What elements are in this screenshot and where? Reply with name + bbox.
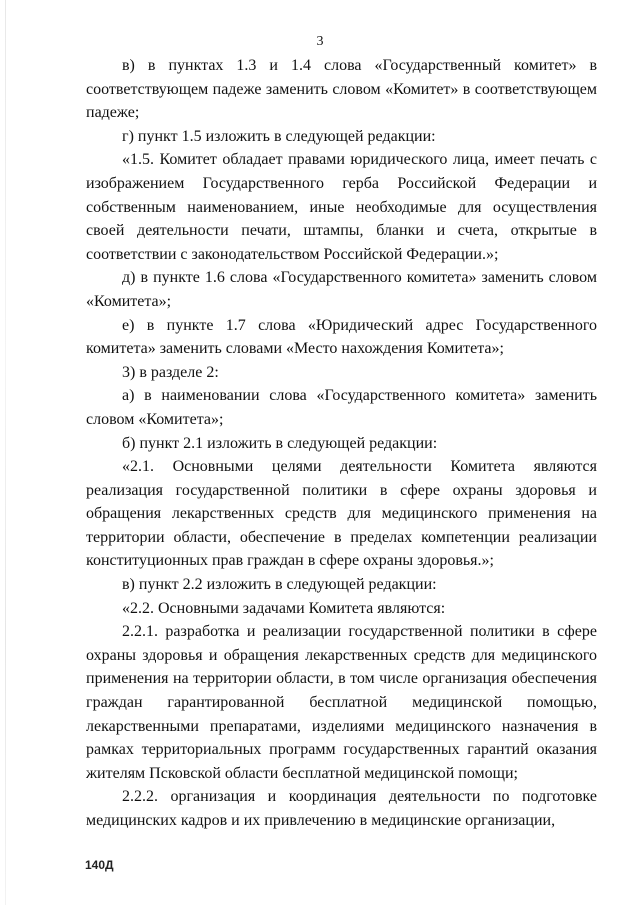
paragraph-section-3: 3) в разделе 2: (122, 363, 219, 381)
scan-edge-line (5, 0, 6, 905)
paragraph-item-e: е) в пункте 1.7 слова «Юридический адрес Государственного комитета» заменить словами «Место нахождения Комитета»; (86, 316, 597, 358)
paragraph-item-v-renaming: в) в пунктах 1.3 и 1.4 слова «Государственный комитет» в соответствующем падеже заменить словом «Комитет» в соответствующем падеже; (86, 57, 597, 122)
paragraph-item-g-header: г) пункт 1.5 изложить в следующей редакции: (122, 127, 436, 145)
paragraph-clause-1-5: «1.5. Комитет обладает правами юридического лица, имеет печать с изображением Государственного герба Российской Федерации и собственным наименованием, иные необходимые для осуществления своей деятельности печати, штампы, бланки и счета, открытые в соответствии с законодательством Российской Федерации.»; (86, 151, 597, 263)
paragraph-clause-2-2-2: 2.2.2. организация и координация деятельности по подготовке медицинских кадров и их привлечению в медицинские организации, (86, 788, 597, 829)
document-body (86, 54, 597, 833)
paragraph-clause-2-2: «2.2. Основными задачами Комитета являются: (122, 599, 446, 617)
paragraph-item-d: д) в пункте 1.6 слова «Государственного комитета» заменить словом «Комитета»; (86, 269, 597, 310)
paragraph-item-a: а) в наименовании слова «Государственного комитета» заменить словом «Комитета»; (86, 387, 597, 428)
document-code: 140Д (85, 858, 114, 872)
paragraph-item-v2-header: в) пункт 2.2 изложить в следующей редакции: (122, 576, 437, 594)
paragraph-clause-2-1: «2.1. Основными целями деятельности Комитета являются реализация государственной политики в сфере охраны здоровья и обращения лекарственных средств для медицинского применения на территории области, обеспечение в пределах компетенции реализации конституционных прав граждан в сфере охраны здоровья.»; (86, 458, 597, 570)
page-number: 3 (316, 34, 324, 49)
paragraph-item-b-header: б) пункт 2.1 изложить в следующей редакции: (122, 434, 438, 452)
paragraph-clause-2-2-1: 2.2.1. разработка и реализации государственной политики в сфере охраны здоровья и обращения лекарственных средств для медицинского применения на территории области, в том числе организация обеспечения граждан гарантированной бесплатной медицинской помощью, лекарственными препаратами, изделиями медицинского назначения в рамках территориальных программ государственных гарантий оказания жителям Псковской области бесплатной медицинской помощи; (86, 623, 597, 782)
